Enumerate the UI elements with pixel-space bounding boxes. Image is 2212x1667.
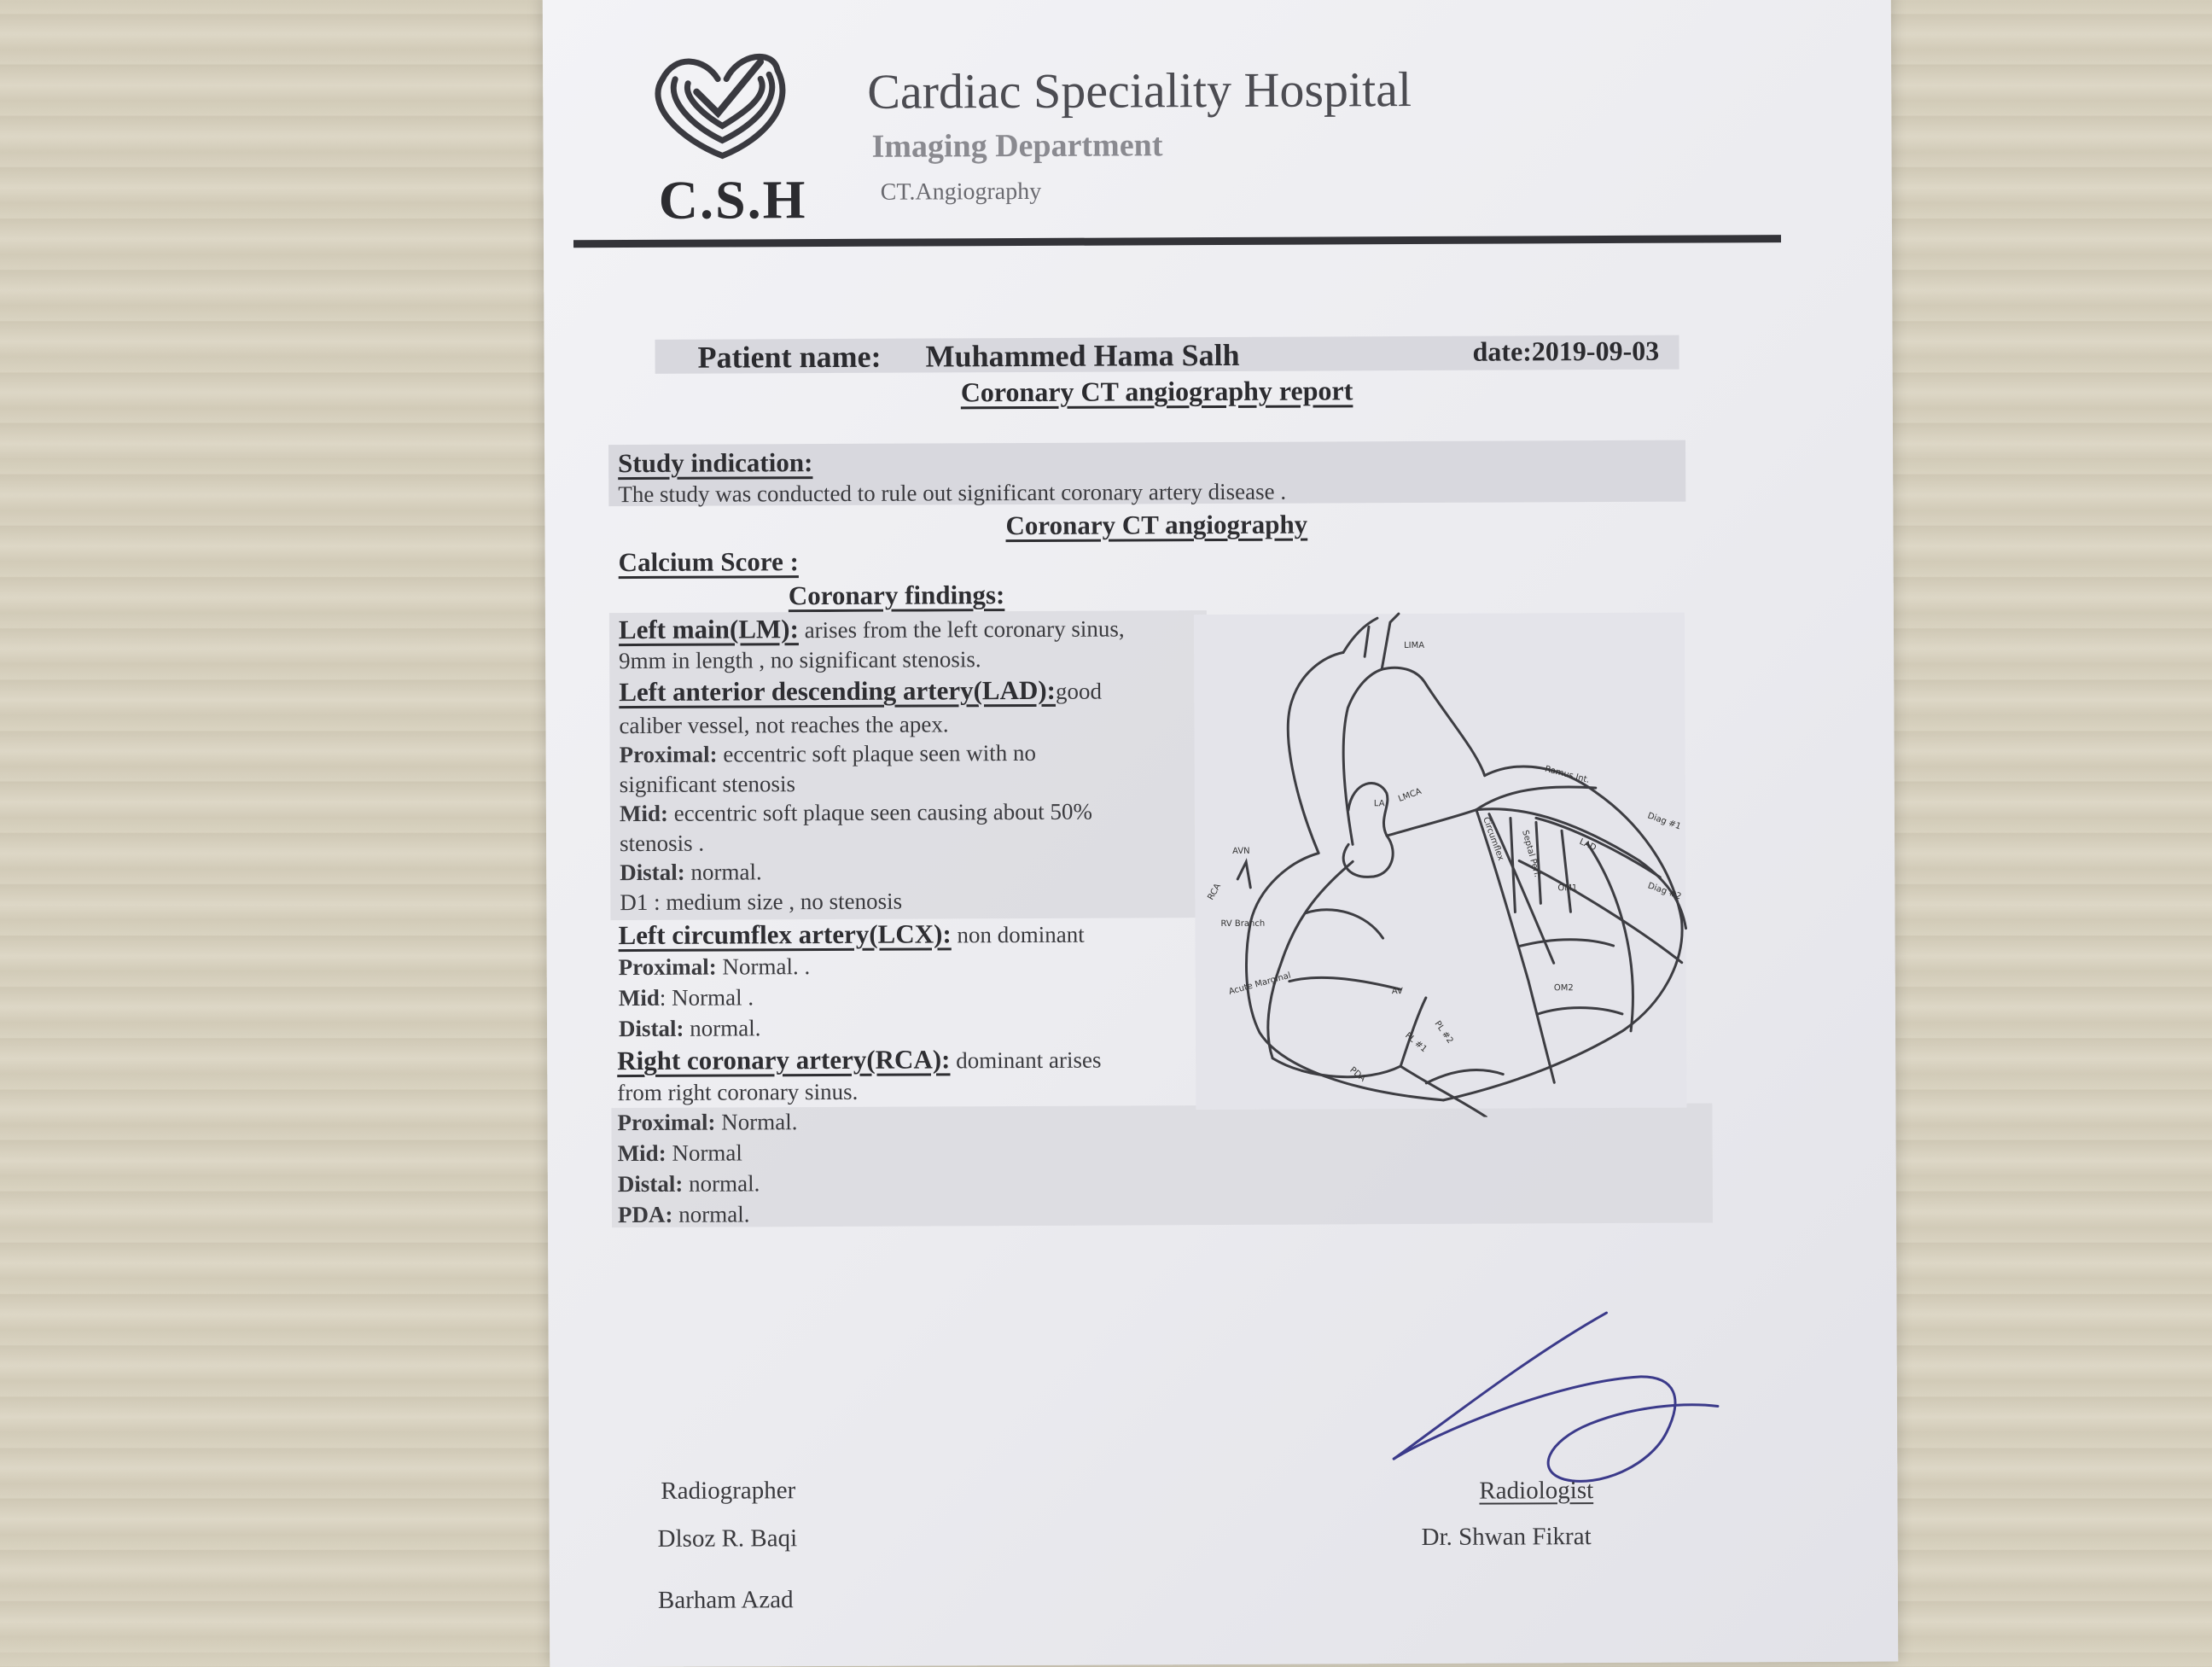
lad-mid-1	[620, 799, 1092, 827]
lm-line-1	[619, 612, 1125, 645]
lcx-heading: Left circumflex artery(LCX):	[618, 918, 952, 951]
label-avn: AVN	[1232, 846, 1250, 856]
calcium-score-label: Calcium Score :	[618, 546, 799, 578]
rca-heading: Right coronary artery(RCA):	[617, 1044, 951, 1076]
radiographer-name-2: Barham Azad	[657, 1586, 794, 1614]
report-title: Coronary CT angiography report	[960, 375, 1353, 408]
lcx-text: non dominant	[951, 921, 1085, 948]
heart-logo-icon	[645, 44, 800, 165]
lcx-proximal	[619, 953, 811, 981]
rca-proximal-label: Proximal:	[617, 1109, 716, 1136]
patient-name: Muhammed Hama Salh	[925, 337, 1240, 374]
label-septal: Septal Perf.	[1520, 829, 1542, 879]
lad-distal-text: normal.	[684, 859, 762, 885]
label-ramus: Ramus Int.	[1543, 764, 1591, 785]
lad-mid-text: eccentric soft plaque seen causing about 50%	[667, 798, 1093, 826]
lad-heading: Left anterior descending artery(LAD):	[619, 674, 1057, 708]
lcx-proximal-label: Proximal:	[618, 953, 717, 981]
findings-title: Coronary findings:	[788, 580, 1005, 611]
label-rca: RCA	[1206, 882, 1224, 902]
rca-distal-text: normal.	[683, 1170, 760, 1197]
rca-proximal	[617, 1109, 797, 1136]
label-lad: LAD	[1577, 836, 1598, 854]
rca-text-2: from right coronary sinus.	[617, 1078, 859, 1106]
lad-distal-label: Distal:	[620, 859, 685, 886]
lad-proximal-label: Proximal:	[619, 741, 718, 768]
hospital-name: Cardiac Speciality Hospital	[867, 61, 1412, 119]
study-indication-heading: Study indication:	[618, 447, 813, 479]
rca-distal	[618, 1170, 760, 1198]
radiographer-name-1: Dlsoz R. Baqi	[657, 1524, 798, 1553]
rca-proximal-text: Normal.	[715, 1109, 798, 1135]
label-diag2: Diag #2	[1646, 881, 1683, 902]
report-date: date:2019-09-03	[1472, 335, 1660, 367]
rca-pda	[618, 1201, 750, 1228]
label-diag1: Diag #1	[1645, 811, 1683, 832]
label-pda: PDA	[1348, 1065, 1368, 1084]
rca-text-1: dominant arises	[950, 1046, 1102, 1074]
logo-text: C.S.H	[658, 169, 807, 230]
rca-mid-label: Mid:	[617, 1140, 667, 1167]
label-om1: OM1	[1557, 883, 1578, 894]
department-name: Imaging Department	[871, 127, 1163, 165]
study-indication-text: The study was conducted to rule out significant coronary artery disease .	[618, 478, 1287, 508]
lad-proximal-1	[620, 740, 1036, 768]
label-lmca: LMCA	[1397, 786, 1423, 804]
label-acute-marginal: Acute Marginal	[1227, 970, 1292, 997]
lm-heading: Left main(LM):	[618, 614, 799, 645]
unit-name: CT.Angiography	[880, 178, 1042, 206]
lad-distal	[620, 859, 762, 886]
lad-mid-2: stenosis .	[620, 830, 705, 857]
lcx-distal-label: Distal:	[618, 1015, 684, 1042]
lad-text-2: caliber vessel, not reaches the apex.	[619, 711, 949, 739]
lcx-distal	[619, 1015, 761, 1042]
lm-text-1: arises from the left coronary sinus,	[798, 615, 1125, 644]
rca-pda-label: PDA:	[617, 1201, 673, 1228]
label-pl1: PL #1	[1403, 1030, 1429, 1055]
patient-name-label: Patient name:	[697, 339, 882, 375]
label-pl2: PL #2	[1432, 1019, 1455, 1046]
rca-line-1	[617, 1044, 1101, 1076]
lcx-mid-label: Mid	[618, 984, 660, 1011]
lad-proximal-2: significant stenosis	[619, 771, 796, 798]
radiographer-label: Radiographer	[661, 1477, 796, 1505]
label-om2: OM2	[1553, 983, 1574, 994]
radiologist-label: Radiologist	[1479, 1477, 1594, 1505]
section-title: Coronary CT angiography	[1005, 509, 1308, 541]
lad-text-1: good	[1055, 678, 1103, 704]
header-rule	[573, 235, 1781, 248]
lcx-line-1	[618, 918, 1084, 951]
lad-mid-label: Mid:	[619, 800, 668, 827]
rca-pda-text: normal.	[672, 1201, 750, 1227]
radiologist-name: Dr. Shwan Fikrat	[1421, 1523, 1592, 1551]
coronary-diagram	[1194, 604, 1691, 1119]
lcx-mid-text: : Normal .	[659, 984, 754, 1011]
lcx-mid	[619, 984, 754, 1011]
label-la: LA	[1373, 799, 1385, 809]
label-lima: LIMA	[1404, 640, 1425, 651]
rca-mid	[618, 1140, 742, 1167]
report-page	[543, 0, 1899, 1667]
lcx-distal-text: normal.	[684, 1015, 761, 1041]
lad-d1: D1 : medium size , no stenosis	[620, 888, 903, 916]
label-av: AV	[1391, 987, 1403, 997]
label-circumflex: Circumflex	[1481, 815, 1505, 862]
lad-line-1	[619, 675, 1102, 708]
label-rv-branch: RV Branch	[1220, 918, 1266, 929]
lad-proximal-text: eccentric soft plaque seen with no	[717, 739, 1037, 767]
rca-mid-text: Normal	[666, 1140, 742, 1166]
rca-distal-label: Distal:	[617, 1170, 684, 1198]
lcx-proximal-text: Normal. .	[716, 953, 811, 980]
lm-text-2: 9mm in length , no significant stenosis.	[619, 646, 981, 674]
